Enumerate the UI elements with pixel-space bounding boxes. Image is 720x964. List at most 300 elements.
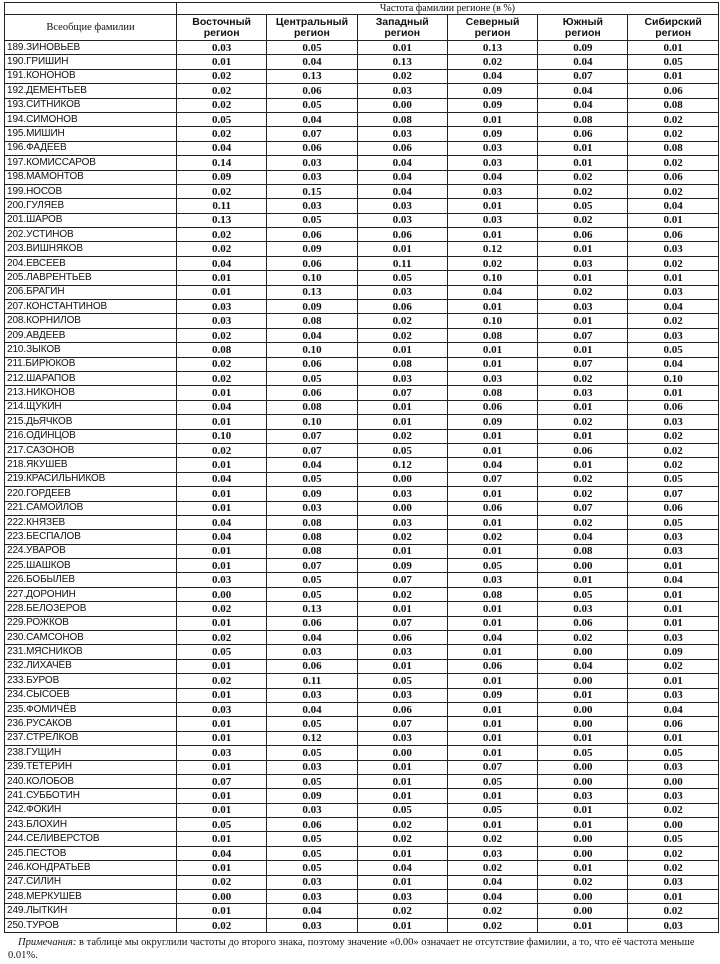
frequency-cell: 0.01 [628, 271, 718, 285]
frequency-cell: 0.04 [538, 659, 628, 673]
frequency-cell: 0.00 [357, 98, 447, 112]
frequency-cell: 0.07 [267, 443, 357, 457]
frequency-cell: 0.00 [538, 674, 628, 688]
frequency-cell: 0.02 [538, 487, 628, 501]
frequency-cell: 0.06 [267, 256, 357, 270]
frequency-cell: 0.05 [267, 846, 357, 860]
group-header: Частота фамилии регионе (в %) [177, 3, 719, 15]
surname-cell: 216.ОДИНЦОВ [5, 429, 177, 443]
frequency-cell: 0.02 [177, 69, 267, 83]
frequency-cell: 0.00 [538, 832, 628, 846]
frequency-cell: 0.04 [177, 846, 267, 860]
frequency-cell: 0.04 [357, 156, 447, 170]
surname-cell: 195.МИШИН [5, 127, 177, 141]
frequency-cell: 0.05 [177, 645, 267, 659]
frequency-cell: 0.04 [177, 141, 267, 155]
column-header-region: Западный регион [357, 15, 447, 41]
frequency-cell: 0.05 [267, 746, 357, 760]
frequency-cell: 0.05 [267, 213, 357, 227]
table-row [5, 127, 719, 141]
table-row [5, 803, 719, 817]
frequency-cell: 0.01 [177, 559, 267, 573]
frequency-cell: 0.01 [177, 285, 267, 299]
table-row [5, 501, 719, 515]
frequency-cell: 0.05 [357, 803, 447, 817]
frequency-cell: 0.01 [447, 746, 537, 760]
frequency-cell: 0.01 [177, 616, 267, 630]
frequency-cell: 0.01 [177, 688, 267, 702]
frequency-cell: 0.03 [267, 890, 357, 904]
frequency-cell: 0.11 [357, 256, 447, 270]
table-row [5, 890, 719, 904]
table-row [5, 760, 719, 774]
frequency-cell: 0.07 [538, 501, 628, 515]
surname-cell: 226.БОБЫЛЕВ [5, 573, 177, 587]
frequency-cell: 0.01 [357, 659, 447, 673]
frequency-cell: 0.08 [177, 343, 267, 357]
frequency-cell: 0.01 [177, 544, 267, 558]
frequency-cell: 0.01 [177, 789, 267, 803]
surname-cell: 223.БЕСПАЛОВ [5, 530, 177, 544]
frequency-cell: 0.11 [177, 199, 267, 213]
frequency-cell: 0.02 [628, 314, 718, 328]
frequency-cell: 0.05 [447, 774, 537, 788]
surname-cell: 213.НИКОНОВ [5, 386, 177, 400]
frequency-cell: 0.09 [267, 487, 357, 501]
frequency-cell: 0.04 [267, 904, 357, 918]
frequency-cell: 0.01 [357, 602, 447, 616]
frequency-cell: 0.01 [538, 803, 628, 817]
frequency-cell: 0.05 [267, 832, 357, 846]
surname-cell: 196.ФАДЕЕВ [5, 141, 177, 155]
frequency-cell: 0.06 [628, 717, 718, 731]
table-row [5, 271, 719, 285]
frequency-cell: 0.00 [538, 760, 628, 774]
surname-cell: 201.ШАРОВ [5, 213, 177, 227]
frequency-cell: 0.01 [177, 386, 267, 400]
surname-cell: 232.ЛИХАЧЁВ [5, 659, 177, 673]
frequency-cell: 0.08 [267, 314, 357, 328]
frequency-cell: 0.02 [538, 631, 628, 645]
frequency-cell: 0.03 [267, 170, 357, 184]
frequency-cell: 0.06 [447, 501, 537, 515]
frequency-cell: 0.02 [628, 156, 718, 170]
surname-cell: 245.ПЕСТОВ [5, 846, 177, 860]
frequency-cell: 0.03 [357, 371, 447, 385]
table-row [5, 846, 719, 860]
frequency-cell: 0.07 [177, 774, 267, 788]
frequency-cell: 0.13 [357, 55, 447, 69]
surname-cell: 249.ЛЫТКИН [5, 904, 177, 918]
frequency-cell: 0.02 [447, 861, 537, 875]
frequency-cell: 0.02 [538, 285, 628, 299]
frequency-cell: 0.02 [357, 904, 447, 918]
table-row [5, 386, 719, 400]
frequency-cell: 0.03 [357, 285, 447, 299]
frequency-cell: 0.03 [177, 300, 267, 314]
table-row [5, 285, 719, 299]
column-header-region: Сибирский регион [628, 15, 718, 41]
frequency-cell: 0.04 [447, 69, 537, 83]
frequency-cell: 0.04 [538, 84, 628, 98]
frequency-cell: 0.05 [267, 98, 357, 112]
surname-cell: 224.УВАРОВ [5, 544, 177, 558]
frequency-cell: 0.04 [538, 98, 628, 112]
frequency-cell: 0.01 [628, 69, 718, 83]
table-row [5, 530, 719, 544]
frequency-cell: 0.04 [267, 112, 357, 126]
frequency-cell: 0.01 [447, 789, 537, 803]
surname-cell: 203.ВИШНЯКОВ [5, 242, 177, 256]
frequency-cell: 0.08 [538, 544, 628, 558]
frequency-cell: 0.04 [177, 530, 267, 544]
frequency-cell: 0.01 [628, 616, 718, 630]
frequency-cell: 0.09 [357, 559, 447, 573]
frequency-cell: 0.03 [357, 890, 447, 904]
frequency-cell: 0.02 [628, 458, 718, 472]
frequency-cell: 0.07 [357, 386, 447, 400]
table-row [5, 156, 719, 170]
frequency-cell: 0.03 [267, 645, 357, 659]
frequency-cell: 0.02 [538, 371, 628, 385]
frequency-cell: 0.02 [177, 84, 267, 98]
table-row [5, 573, 719, 587]
frequency-cell: 0.03 [177, 41, 267, 55]
frequency-cell: 0.02 [447, 256, 537, 270]
surname-cell: 189.ЗИНОВЬЕВ [5, 41, 177, 55]
frequency-cell: 0.05 [357, 271, 447, 285]
frequency-cell: 0.01 [357, 918, 447, 932]
frequency-cell: 0.02 [357, 530, 447, 544]
table-row [5, 746, 719, 760]
column-header-region: Южный регион [538, 15, 628, 41]
frequency-cell: 0.03 [357, 199, 447, 213]
corner-cell [5, 3, 177, 15]
frequency-cell: 0.02 [177, 371, 267, 385]
surname-cell: 225.ШАШКОВ [5, 559, 177, 573]
table-row [5, 199, 719, 213]
frequency-cell: 0.02 [628, 184, 718, 198]
frequency-cell: 0.05 [628, 515, 718, 529]
frequency-cell: 0.06 [267, 141, 357, 155]
frequency-cell: 0.12 [357, 458, 447, 472]
frequency-cell: 0.01 [447, 702, 537, 716]
frequency-cell: 0.06 [447, 659, 537, 673]
frequency-cell: 0.01 [538, 429, 628, 443]
frequency-cell: 0.04 [177, 400, 267, 414]
surname-cell: 228.БЕЛОЗЕРОВ [5, 602, 177, 616]
frequency-cell: 0.01 [628, 890, 718, 904]
frequency-cell: 0.07 [357, 573, 447, 587]
table-row [5, 616, 719, 630]
frequency-cell: 0.03 [628, 789, 718, 803]
surname-cell: 218.ЯКУШЕВ [5, 458, 177, 472]
frequency-cell: 0.02 [538, 472, 628, 486]
frequency-cell: 0.01 [177, 487, 267, 501]
surname-cell: 219.КРАСИЛЬНИКОВ [5, 472, 177, 486]
frequency-cell: 0.09 [447, 127, 537, 141]
frequency-cell: 0.01 [447, 515, 537, 529]
frequency-cell: 0.03 [447, 371, 537, 385]
frequency-cell: 0.14 [177, 156, 267, 170]
frequency-cell: 0.01 [538, 156, 628, 170]
surname-cell: 220.ГОРДЕЕВ [5, 487, 177, 501]
frequency-cell: 0.09 [628, 645, 718, 659]
frequency-cell: 0.02 [447, 530, 537, 544]
frequency-cell: 0.02 [628, 127, 718, 141]
frequency-cell: 0.13 [177, 213, 267, 227]
frequency-cell: 0.01 [177, 501, 267, 515]
frequency-cell: 0.04 [447, 170, 537, 184]
frequency-cell: 0.05 [177, 818, 267, 832]
frequency-cell: 0.03 [447, 184, 537, 198]
table-row [5, 400, 719, 414]
frequency-cell: 0.01 [538, 141, 628, 155]
frequency-cell: 0.07 [357, 616, 447, 630]
frequency-cell: 0.01 [447, 674, 537, 688]
frequency-cell: 0.01 [177, 415, 267, 429]
surname-cell: 197.КОМИССАРОВ [5, 156, 177, 170]
frequency-cell: 0.01 [447, 645, 537, 659]
surname-cell: 240.КОЛОБОВ [5, 774, 177, 788]
frequency-cell: 0.03 [357, 688, 447, 702]
frequency-cell: 0.03 [357, 487, 447, 501]
frequency-cell: 0.06 [538, 127, 628, 141]
frequency-cell: 0.01 [628, 41, 718, 55]
table-row [5, 559, 719, 573]
table-row [5, 774, 719, 788]
frequency-cell: 0.01 [177, 458, 267, 472]
surname-cell: 200.ГУЛЯЕВ [5, 199, 177, 213]
frequency-cell: 0.06 [267, 818, 357, 832]
frequency-cell: 0.00 [538, 702, 628, 716]
frequency-cell: 0.02 [177, 674, 267, 688]
table-row [5, 631, 719, 645]
frequency-cell: 0.02 [177, 228, 267, 242]
frequency-cell: 0.03 [357, 515, 447, 529]
frequency-cell: 0.02 [177, 357, 267, 371]
frequency-cell: 0.03 [538, 789, 628, 803]
frequency-cell: 0.10 [267, 271, 357, 285]
frequency-cell: 0.01 [447, 717, 537, 731]
frequency-cell: 0.05 [357, 443, 447, 457]
frequency-cell: 0.01 [357, 415, 447, 429]
frequency-cell: 0.03 [538, 602, 628, 616]
frequency-cell: 0.06 [357, 141, 447, 155]
table-row [5, 674, 719, 688]
frequency-cell: 0.06 [357, 228, 447, 242]
frequency-cell: 0.02 [177, 127, 267, 141]
frequency-cell: 0.07 [538, 69, 628, 83]
table-row [5, 688, 719, 702]
frequency-cell: 0.03 [267, 760, 357, 774]
table-row [5, 659, 719, 673]
frequency-cell: 0.01 [538, 242, 628, 256]
frequency-cell: 0.01 [538, 818, 628, 832]
frequency-cell: 0.06 [357, 702, 447, 716]
table-row [5, 84, 719, 98]
frequency-cell: 0.10 [177, 429, 267, 443]
table-row [5, 256, 719, 270]
frequency-cell: 0.00 [538, 774, 628, 788]
frequency-cell: 0.05 [628, 472, 718, 486]
frequency-cell: 0.01 [357, 400, 447, 414]
frequency-cell: 0.10 [267, 415, 357, 429]
frequency-cell: 0.05 [538, 587, 628, 601]
frequency-cell: 0.03 [267, 501, 357, 515]
table-row [5, 818, 719, 832]
surname-cell: 237.СТРЕЛКОВ [5, 731, 177, 745]
frequency-cell: 0.03 [628, 242, 718, 256]
frequency-cell: 0.01 [447, 199, 537, 213]
frequency-cell: 0.03 [447, 141, 537, 155]
frequency-cell: 0.05 [628, 343, 718, 357]
frequency-cell: 0.02 [538, 213, 628, 227]
frequency-cell: 0.00 [538, 890, 628, 904]
frequency-cell: 0.03 [628, 760, 718, 774]
frequency-cell: 0.07 [267, 429, 357, 443]
frequency-cell: 0.05 [267, 717, 357, 731]
frequency-cell: 0.09 [538, 41, 628, 55]
table-row [5, 328, 719, 342]
frequency-cell: 0.07 [447, 760, 537, 774]
frequency-cell: 0.04 [628, 357, 718, 371]
frequency-cell: 0.01 [538, 314, 628, 328]
surname-cell: 222.КНЯЗЕВ [5, 515, 177, 529]
frequency-cell: 0.06 [267, 357, 357, 371]
surname-cell: 244.СЕЛИВЕРСТОВ [5, 832, 177, 846]
frequency-cell: 0.01 [447, 818, 537, 832]
frequency-cell: 0.13 [267, 602, 357, 616]
table-row [5, 170, 719, 184]
frequency-cell: 0.13 [267, 69, 357, 83]
table-row [5, 213, 719, 227]
table-row [5, 371, 719, 385]
frequency-cell: 0.01 [177, 904, 267, 918]
frequency-cell: 0.01 [177, 803, 267, 817]
frequency-cell: 0.04 [267, 328, 357, 342]
frequency-cell: 0.05 [447, 803, 537, 817]
frequency-cell: 0.00 [357, 746, 447, 760]
frequency-cell: 0.11 [267, 674, 357, 688]
frequency-cell: 0.01 [357, 41, 447, 55]
frequency-cell: 0.01 [177, 55, 267, 69]
frequency-cell: 0.08 [267, 400, 357, 414]
surname-cell: 247.СИЛИН [5, 875, 177, 889]
frequency-cell: 0.00 [538, 559, 628, 573]
frequency-cell: 0.06 [267, 659, 357, 673]
frequency-cell: 0.02 [628, 846, 718, 860]
table-row [5, 228, 719, 242]
frequency-cell: 0.07 [267, 559, 357, 573]
frequency-cell: 0.02 [177, 602, 267, 616]
table-body [5, 41, 719, 933]
table-row [5, 184, 719, 198]
table-row [5, 731, 719, 745]
frequency-cell: 0.03 [628, 631, 718, 645]
frequency-cell: 0.08 [628, 98, 718, 112]
frequency-cell: 0.03 [447, 846, 537, 860]
surname-cell: 209.АВДЕЕВ [5, 328, 177, 342]
frequency-cell: 0.02 [177, 918, 267, 932]
frequency-cell: 0.01 [538, 400, 628, 414]
frequency-cell: 0.00 [538, 717, 628, 731]
surname-cell: 231.МЯСНИКОВ [5, 645, 177, 659]
frequency-cell: 0.01 [357, 789, 447, 803]
frequency-cell: 0.02 [538, 515, 628, 529]
frequency-cell: 0.06 [357, 631, 447, 645]
frequency-cell: 0.01 [447, 343, 537, 357]
surname-cell: 233.БУРОВ [5, 674, 177, 688]
frequency-cell: 0.06 [267, 386, 357, 400]
surname-cell: 229.РОЖКОВ [5, 616, 177, 630]
frequency-cell: 0.09 [447, 415, 537, 429]
frequency-cell: 0.07 [357, 717, 447, 731]
frequency-cell: 0.06 [538, 443, 628, 457]
frequency-cell: 0.04 [447, 631, 537, 645]
frequency-cell: 0.01 [538, 343, 628, 357]
frequency-cell: 0.06 [628, 400, 718, 414]
frequency-cell: 0.02 [177, 875, 267, 889]
frequency-cell: 0.02 [628, 443, 718, 457]
frequency-cell: 0.03 [447, 156, 537, 170]
table-row [5, 544, 719, 558]
frequency-cell: 0.05 [447, 559, 537, 573]
frequency-cell: 0.01 [538, 688, 628, 702]
frequency-cell: 0.02 [447, 904, 537, 918]
table-row [5, 702, 719, 716]
surname-cell: 242.ФОКИН [5, 803, 177, 817]
surname-cell: 243.БЛОХИН [5, 818, 177, 832]
table-row [5, 343, 719, 357]
frequency-cell: 0.06 [538, 228, 628, 242]
surname-cell: 250.ТУРОВ [5, 918, 177, 932]
frequency-cell: 0.01 [538, 861, 628, 875]
frequency-cell: 0.02 [628, 861, 718, 875]
frequency-cell: 0.01 [628, 559, 718, 573]
frequency-cell: 0.02 [538, 875, 628, 889]
frequency-cell: 0.02 [357, 314, 447, 328]
frequency-cell: 0.01 [538, 458, 628, 472]
frequency-cell: 0.04 [628, 702, 718, 716]
frequency-cell: 0.04 [447, 875, 537, 889]
footnote-text: в таблице мы округлили частоты до второго знака, поэтому значение «0.00» означает не отсутствие фамилии, а то, что её частота меньше 0.01%. [8, 937, 695, 961]
frequency-cell: 0.03 [267, 156, 357, 170]
surname-cell: 192.ДЕМЕНТЬЕВ [5, 84, 177, 98]
frequency-cell: 0.06 [267, 616, 357, 630]
frequency-cell: 0.02 [357, 328, 447, 342]
frequency-cell: 0.04 [177, 515, 267, 529]
frequency-cell: 0.01 [447, 228, 537, 242]
frequency-cell: 0.01 [177, 760, 267, 774]
frequency-cell: 0.04 [538, 55, 628, 69]
frequency-cell: 0.02 [177, 443, 267, 457]
frequency-cell: 0.03 [267, 199, 357, 213]
frequency-cell: 0.04 [177, 472, 267, 486]
frequency-cell: 0.01 [628, 386, 718, 400]
frequency-cell: 0.05 [538, 199, 628, 213]
surname-cell: 199.НОСОВ [5, 184, 177, 198]
surname-cell: 208.КОРНИЛОВ [5, 314, 177, 328]
frequency-cell: 0.03 [628, 285, 718, 299]
surname-cell: 212.ШАРАПОВ [5, 371, 177, 385]
surname-cell: 246.КОНДРАТЬЕВ [5, 861, 177, 875]
surname-cell: 215.ДЬЯЧКОВ [5, 415, 177, 429]
surname-cell: 204.ЕВСЕЕВ [5, 256, 177, 270]
frequency-cell: 0.01 [628, 674, 718, 688]
frequency-cell: 0.02 [628, 112, 718, 126]
surname-cell: 217.САЗОНОВ [5, 443, 177, 457]
